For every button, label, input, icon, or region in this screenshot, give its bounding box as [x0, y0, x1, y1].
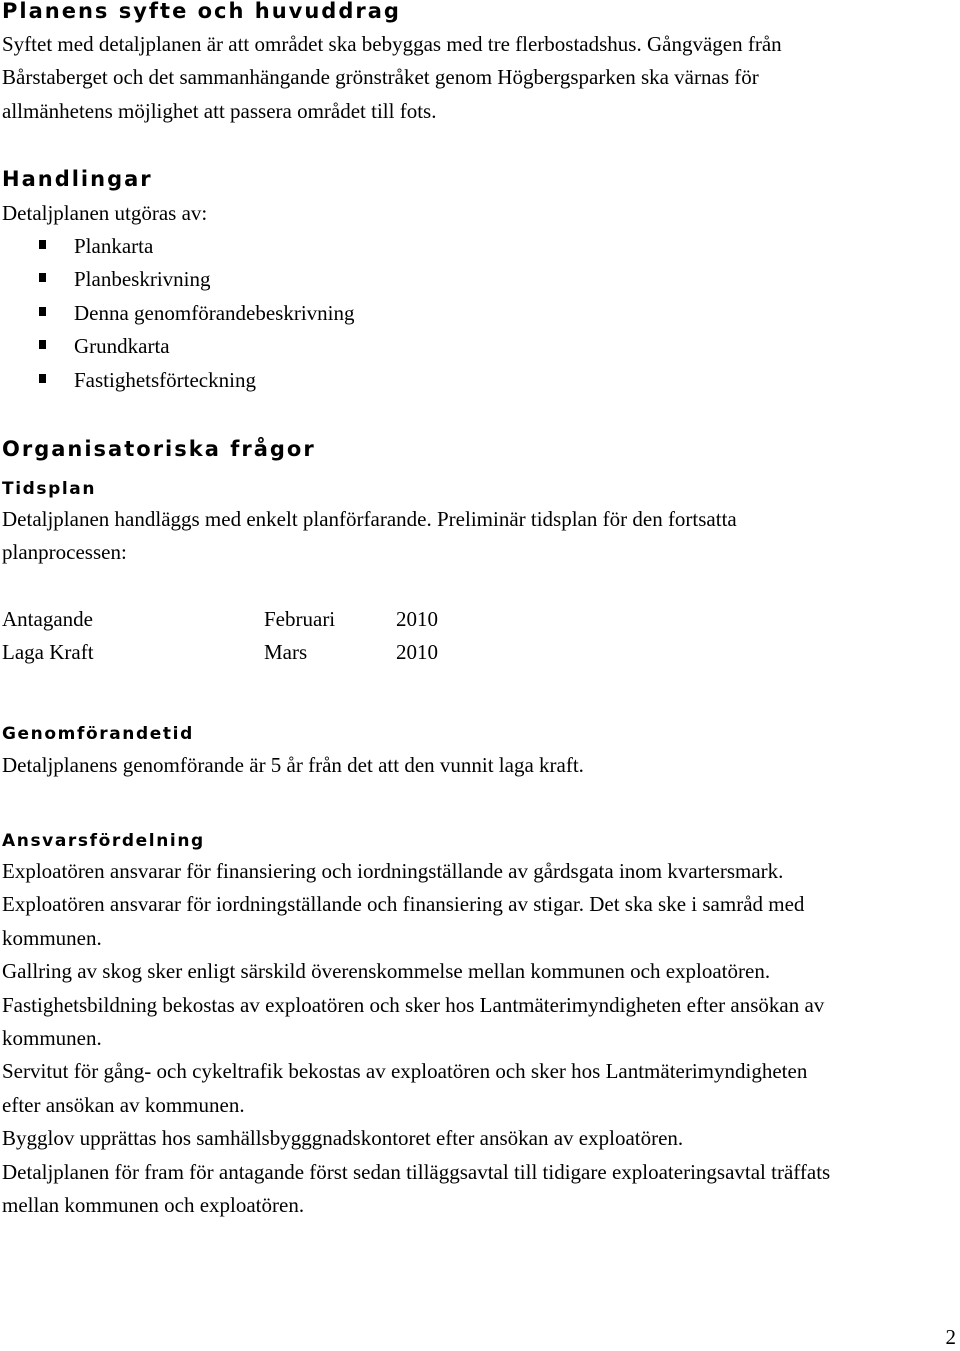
list-item-label: Grundkarta: [74, 334, 170, 359]
ansvar-paragraph: [2, 855, 830, 1222]
section-heading-syfte: Planens syfte och huvuddrag: [2, 0, 401, 23]
subsection-heading-tidsplan: Tidsplan: [2, 479, 97, 499]
tidsplan-line: planprocessen:: [2, 540, 127, 565]
list-item: [2, 297, 355, 330]
handlingar-intro: Detaljplanen utgöras av:: [2, 201, 208, 225]
schedule-year: 2010: [396, 640, 438, 665]
schedule-table: [2, 603, 602, 670]
bullet-square-icon: [39, 374, 46, 383]
bullet-square-icon: [39, 273, 46, 282]
section-heading-handlingar: Handlingar: [2, 167, 153, 191]
ansvar-line: Servitut för gång- och cykeltrafik bekostas av exploatören och sker hos Lantmäterimyndigheten: [2, 1059, 808, 1084]
bullet-square-icon: [39, 307, 46, 316]
ansvar-line: Bygglov upprättas hos samhällsbygggnadskontoret efter ansökan av exploatören.: [2, 1126, 684, 1151]
bullet-square-icon: [39, 340, 46, 349]
ansvar-line: kommunen.: [2, 1026, 102, 1051]
list-item: [2, 364, 355, 397]
page-number: 2: [945, 1325, 956, 1349]
syfte-line: allmänhetens möjlighet att passera området till fots.: [2, 98, 437, 123]
syfte-line: Syftet med detaljplanen är att området ska bebyggas med tre flerbostadshus. Gångvägen från: [2, 32, 782, 56]
ansvar-line: Gallring av skog sker enligt särskild överenskommelse mellan kommunen och exploatören.: [2, 959, 771, 984]
list-item-label: Planbeskrivning: [74, 267, 211, 292]
ansvar-line: efter ansökan av kommunen.: [2, 1092, 245, 1117]
schedule-month: Mars: [264, 640, 308, 665]
schedule-month: Februari: [264, 607, 336, 631]
schedule-step: Laga Kraft: [2, 640, 94, 665]
ansvar-line: Exploatören ansvarar för iordningställande och finansiering av stigar. Det ska ske i samråd med: [2, 892, 805, 917]
list-item-label: Denna genomförandebeskrivning: [74, 300, 355, 325]
syfte-paragraph: [2, 28, 782, 128]
list-item: [2, 263, 355, 296]
genomforandetid-text: Detaljplanens genomförande är 5 år från det att den vunnit laga kraft.: [2, 753, 584, 777]
tidsplan-paragraph: [2, 503, 737, 570]
ansvar-line: Fastighetsbildning bekostas av exploatören och sker hos Lantmäterimyndigheten efter ansökan av: [2, 992, 825, 1017]
schedule-step: Antagande: [2, 607, 93, 631]
ansvar-line: Exploatören ansvarar för finansiering och iordningställande av gårdsgata inom kvartersmark.: [2, 859, 784, 883]
schedule-year: 2010: [396, 607, 438, 631]
ansvar-line: Detaljplanen för fram för antagande först sedan tilläggsavtal till tidigare exploateringsavtal träffats: [2, 1159, 831, 1184]
table-row: [2, 636, 602, 669]
handlingar-list: [2, 230, 355, 397]
list-item: [2, 330, 355, 363]
list-item: [2, 230, 355, 263]
ansvar-line: kommunen.: [2, 925, 102, 950]
tidsplan-line: Detaljplanen handläggs med enkelt planförfarande. Preliminär tidsplan för den fortsatta: [2, 507, 737, 531]
table-row: [2, 603, 602, 636]
ansvar-line: mellan kommunen och exploatören.: [2, 1193, 305, 1218]
section-heading-organisatoriska: Organisatoriska frågor: [2, 437, 316, 461]
bullet-square-icon: [39, 240, 46, 249]
list-item-label: Fastighetsförteckning: [74, 367, 256, 392]
subsection-heading-genomforandetid: Genomförandetid: [2, 724, 194, 744]
list-item-label: Plankarta: [74, 234, 154, 258]
subsection-heading-ansvar: Ansvarsfördelning: [2, 831, 205, 851]
syfte-line: Bårstaberget och det sammanhängande grönstråket genom Högbergsparken ska värnas för: [2, 65, 759, 90]
